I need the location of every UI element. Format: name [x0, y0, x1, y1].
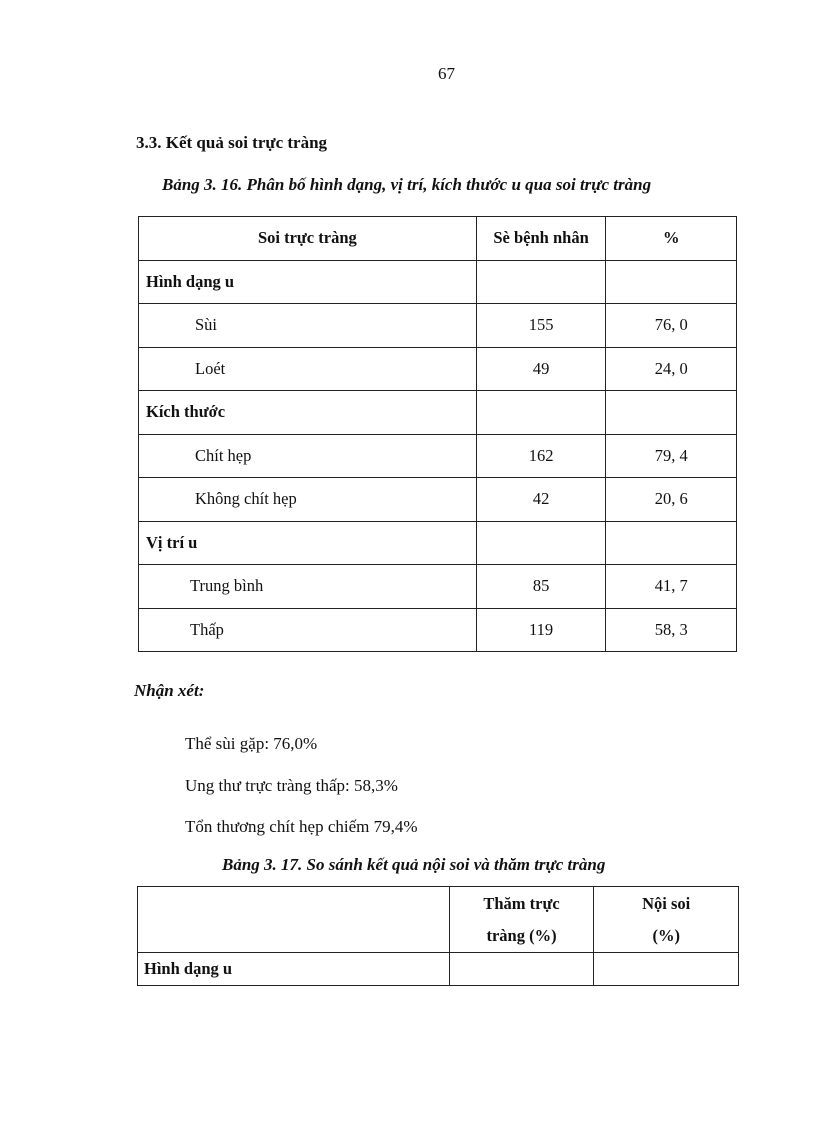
empty-cell	[449, 953, 594, 986]
table-row	[139, 565, 737, 609]
row-count: 42	[476, 478, 606, 522]
table-row	[139, 434, 737, 478]
table-row	[139, 347, 737, 391]
header-line: tràng (%)	[486, 925, 557, 945]
row-label: Thấp	[139, 608, 477, 652]
row-percent: 20, 6	[606, 478, 737, 522]
column-header-count: Sè bệnh nhân	[476, 217, 606, 261]
group-row-location	[139, 521, 737, 565]
row-label: Loét	[139, 347, 477, 391]
column-header-rectal-exam	[449, 887, 594, 953]
page-number: 67	[438, 64, 455, 83]
row-count: 49	[476, 347, 606, 391]
row-label: Trung bình	[139, 565, 477, 609]
empty-cell	[606, 391, 737, 435]
empty-cell	[476, 391, 606, 435]
row-percent: 76, 0	[606, 304, 737, 348]
group-label: Kích thước	[139, 391, 477, 435]
group-row-size	[139, 391, 737, 435]
group-label: Vị trí u	[139, 521, 477, 565]
header-line: Thăm trực	[483, 893, 560, 913]
header-line: (%)	[652, 925, 680, 945]
empty-cell	[476, 260, 606, 304]
remarks-title: Nhận xét:	[134, 681, 205, 700]
header-line: Nội soi	[642, 893, 691, 913]
comparison-table	[137, 886, 739, 986]
remark-item: Thể sùi gặp: 76,0%	[185, 734, 318, 753]
empty-cell	[606, 260, 737, 304]
remark-item: Tổn thương chít hẹp chiếm 79,4%	[185, 817, 418, 836]
table-header-row	[139, 217, 737, 261]
row-count: 155	[476, 304, 606, 348]
row-percent: 79, 4	[606, 434, 737, 478]
endoscopy-results-table	[138, 216, 737, 652]
row-percent: 24, 0	[606, 347, 737, 391]
empty-cell	[594, 953, 739, 986]
row-label: Không chít hẹp	[139, 478, 477, 522]
table-row	[139, 478, 737, 522]
remark-item: Ung thư trực tràng thấp: 58,3%	[185, 776, 398, 795]
column-header-percent: %	[606, 217, 737, 261]
empty-cell	[606, 521, 737, 565]
row-label: Sùi	[139, 304, 477, 348]
group-row-shape	[139, 260, 737, 304]
table-row	[139, 304, 737, 348]
row-count: 85	[476, 565, 606, 609]
table-1-caption: Bảng 3. 16. Phân bố hình dạng, vị trí, kích thước u qua soi trực tràng	[162, 175, 652, 194]
table-header-row	[138, 887, 739, 953]
group-label: Hình dạng u	[139, 260, 477, 304]
section-heading: 3.3. Kết quả soi trực tràng	[136, 133, 328, 152]
empty-cell	[476, 521, 606, 565]
empty-header-cell	[138, 887, 450, 953]
row-percent: 58, 3	[606, 608, 737, 652]
column-header-category: Soi trực tràng	[139, 217, 477, 261]
group-label: Hình dạng u	[138, 953, 450, 986]
column-header-endoscopy	[594, 887, 739, 953]
row-count: 119	[476, 608, 606, 652]
group-row-shape	[138, 953, 739, 986]
row-percent: 41, 7	[606, 565, 737, 609]
table-row	[139, 608, 737, 652]
row-label: Chít hẹp	[139, 434, 477, 478]
table-2-caption: Bảng 3. 17. So sánh kết quả nội soi và thăm trực tràng	[222, 855, 606, 874]
row-count: 162	[476, 434, 606, 478]
